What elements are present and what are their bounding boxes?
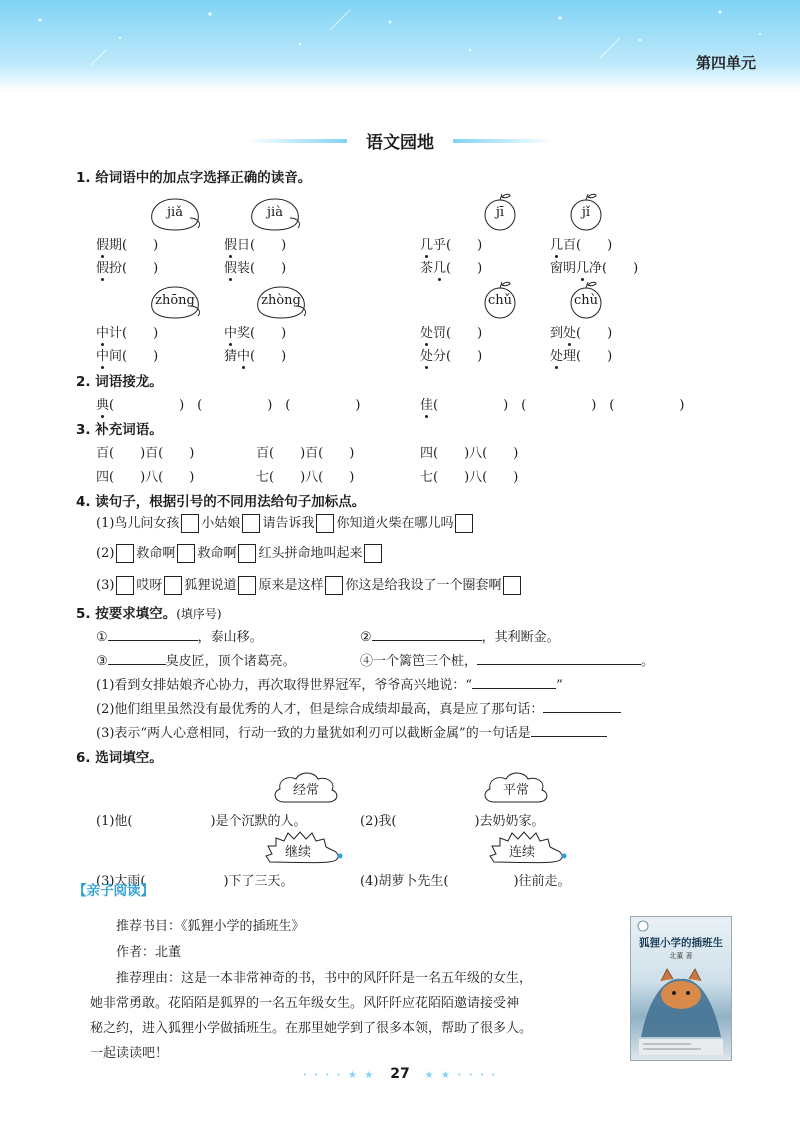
word-item: 假日( ): [224, 238, 287, 253]
fill-line-2: (2)他们组里虽然没有最优秀的人才，但是综合成绩却最高，真是应了那句话：: [96, 698, 621, 717]
fill-item-4: ④一个篱笆三个桩， 。: [360, 650, 654, 669]
chain-line-1: 典( ) ( ) ( ): [96, 398, 361, 413]
star-decoration-left: · · · · ★ ★: [302, 1070, 376, 1081]
answer-box[interactable]: [116, 544, 134, 563]
unit-label: 第四单元: [695, 54, 756, 72]
answer-box[interactable]: [238, 544, 256, 563]
section-title-row: [0, 128, 800, 153]
punctuation-sentence-2: (2) 救命啊 救命啊 红头拼命地叫起来: [96, 542, 384, 563]
answer-box[interactable]: [242, 514, 260, 533]
pinyin-option: jī: [495, 205, 505, 220]
reading-title: 【亲子阅读】: [73, 883, 154, 899]
peach-icon: [252, 284, 310, 320]
answer-blank[interactable]: [108, 650, 166, 665]
idiom-item: 四( )八( ): [420, 446, 519, 461]
answer-blank[interactable]: [472, 674, 556, 689]
pinyin-option: chǔ: [487, 293, 513, 308]
q1-heading: 1. 给词语中的加点字选择正确的读音。: [76, 170, 312, 186]
pinyin-option: chù: [573, 293, 599, 308]
choose-sentence-2: (2)我( )去奶奶家。: [360, 814, 545, 829]
book-cover-art: [631, 917, 731, 1060]
page-number-row: [0, 1066, 800, 1082]
book-author: 作者：北董: [116, 945, 182, 960]
sparkle-decoration: [0, 0, 800, 92]
answer-blank[interactable]: [108, 626, 198, 641]
answer-box[interactable]: [316, 514, 334, 533]
fill-item-1: ① ，泰山移。: [96, 626, 263, 645]
answer-box[interactable]: [177, 544, 195, 563]
reason-line: 秘之约，进入狐狸小学做插班生。在那里她学到了很多本领，帮助了很多人。: [90, 1021, 533, 1036]
word-item: 窗明几净( ): [550, 261, 639, 276]
word-item: 到处( ): [550, 326, 613, 341]
word-option: 继续: [284, 845, 311, 860]
idiom-item: 七( )八( ): [256, 470, 355, 485]
word-item: 中间( ): [96, 349, 159, 364]
fill-line-1: (1)看到女排姑娘齐心协力，再次取得世界冠军，爷爷高兴地说：“ ”: [96, 674, 563, 693]
q3-heading: 3. 补充词语。: [76, 422, 163, 438]
pinyin-option: zhōng: [155, 293, 195, 308]
title-bar-right: [453, 139, 553, 143]
word-option: 经常: [292, 783, 319, 798]
answer-box[interactable]: [503, 576, 521, 595]
pinyin-option: zhòng: [261, 293, 301, 308]
cloud-icon: [480, 768, 552, 810]
book-cover: [630, 916, 732, 1061]
header-banner: [0, 0, 800, 92]
answer-blank[interactable]: [543, 698, 621, 713]
reason-line: 推荐理由：这是一本非常神奇的书，书中的风阡阡是一名五年级的女生，: [116, 971, 533, 986]
title-bar-left: [247, 139, 347, 143]
idiom-item: 百( )百( ): [96, 446, 195, 461]
word-option: 连续: [508, 845, 535, 860]
fill-item-3: ③ 臭皮匠，顶个诸葛亮。: [96, 650, 296, 669]
word-item: 处分( ): [420, 349, 483, 364]
book-cover-title: 狐狸小学的插班生: [639, 937, 723, 949]
peach-icon: [246, 196, 304, 232]
idiom-item: 四( )八( ): [96, 470, 195, 485]
answer-blank[interactable]: [372, 626, 482, 641]
fill-line-3: (3)表示“两人心意相同，行动一致的力量犹如利刃可以截断金属”的一句话是: [96, 722, 607, 741]
answer-blank[interactable]: [477, 650, 641, 665]
word-item: 假装( ): [224, 261, 287, 276]
answer-blank[interactable]: [531, 722, 607, 737]
reason-line: 一起读读吧！: [90, 1046, 169, 1061]
choose-sentence-1: (1)他( )是个沉默的人。: [96, 814, 307, 829]
q5-note: (填序号): [176, 607, 222, 621]
choose-sentence-4: (4)胡萝卜先生( )往前走。: [360, 874, 571, 889]
choose-sentence-3: (3)大雨( )下了三天。: [96, 874, 294, 889]
answer-box[interactable]: [325, 576, 343, 595]
apple-icon: [482, 192, 518, 232]
q5-heading-row: [76, 602, 222, 622]
word-item: 处罚( ): [420, 326, 483, 341]
cloud-icon: [270, 768, 342, 810]
punctuation-sentence-3: (3) 哎呀 狐狸说道 原来是这样 你这是给我设了一个圈套啊: [96, 574, 523, 595]
q5-heading: 5. 按要求填空。: [76, 606, 177, 622]
pinyin-option: jǐ: [581, 205, 591, 220]
chain-line-2: 佳( ) ( ) ( ): [420, 398, 685, 413]
star-decoration-right: ★ ★ · · · ·: [424, 1070, 498, 1081]
word-item: 几百( ): [550, 238, 613, 253]
page-title: 语文园地: [366, 133, 434, 153]
apple-icon: [568, 192, 604, 232]
apple-icon: [568, 280, 604, 320]
apple-icon: [482, 280, 518, 320]
idiom-item: 百( )百( ): [256, 446, 355, 461]
q6-heading: 6. 选词填空。: [76, 750, 163, 766]
hedgehog-icon: [486, 830, 568, 870]
peach-icon: [146, 284, 204, 320]
q4-heading: 4. 读句子，根据引号的不同用法给句子加标点。: [76, 494, 366, 510]
q2-heading: 2. 词语接龙。: [76, 374, 163, 390]
book-cover-author: 北董 著: [669, 952, 693, 960]
pinyin-option: jià: [267, 205, 283, 220]
recommended-book: 推荐书目：《狐狸小学的插班生》: [116, 919, 305, 934]
word-item: 中计( ): [96, 326, 159, 341]
pinyin-option: jiǎ: [167, 205, 183, 220]
word-item: 几乎( ): [420, 238, 483, 253]
answer-box[interactable]: [455, 514, 473, 533]
idiom-item: 七( )八( ): [420, 470, 519, 485]
answer-box[interactable]: [364, 544, 382, 563]
reason-line: 她非常勇敢。花陌陌是狐界的一名五年级女生。风阡阡应花陌陌邀请接受神: [90, 996, 520, 1011]
word-item: 猜中( ): [224, 349, 287, 364]
word-option: 平常: [502, 783, 529, 798]
peach-icon: [146, 196, 204, 232]
answer-box[interactable]: [181, 514, 199, 533]
hedgehog-icon: [262, 830, 344, 870]
word-item: 处理( ): [550, 349, 613, 364]
word-item: 茶几( ): [420, 261, 483, 276]
answer-box[interactable]: [238, 576, 256, 595]
word-item: 假扮( ): [96, 261, 159, 276]
word-item: 中奖( ): [224, 326, 287, 341]
page-number: 27: [390, 1066, 410, 1082]
answer-box[interactable]: [164, 576, 182, 595]
answer-box[interactable]: [116, 576, 134, 595]
word-item: 假期( ): [96, 238, 159, 253]
fill-item-2: ② ，其利断金。: [360, 626, 560, 645]
punctuation-sentence-1: (1)鸟儿问女孩 小姑娘 请告诉我 你知道火柴在哪儿吗: [96, 512, 475, 533]
